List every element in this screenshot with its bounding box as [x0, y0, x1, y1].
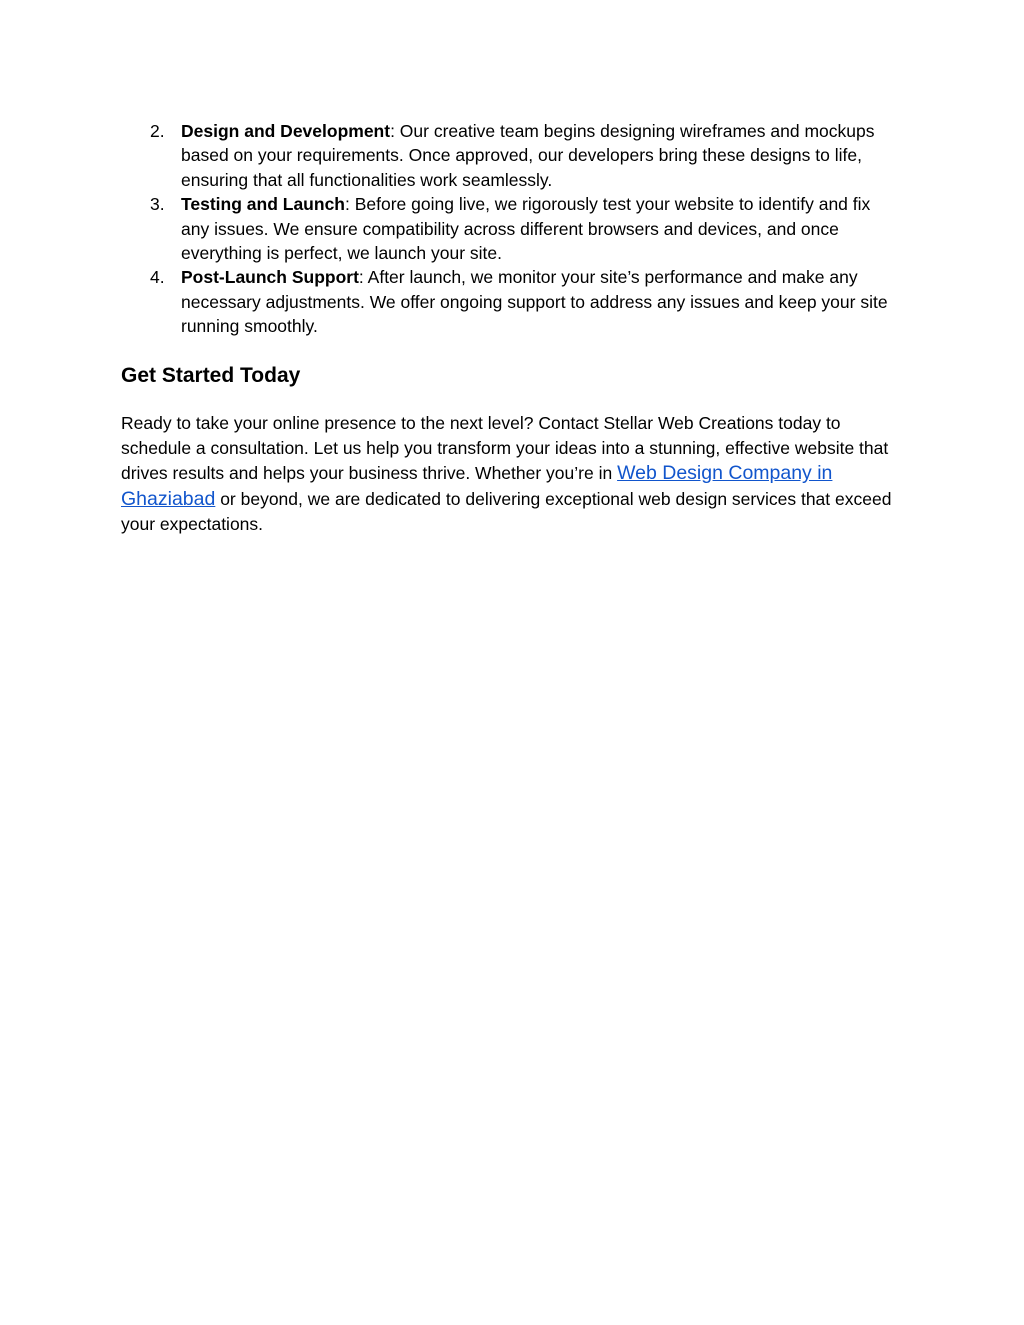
list-item-text: : Before going live, we rigorously test your website to identify and fix any issues. We ensure compatibility across different browsers and devices, and once everything is perfect, we launch your site. — [181, 194, 871, 264]
list-item-title: Post-Launch Support — [181, 267, 359, 288]
web-design-company-link[interactable]: Web Design Company in Ghaziabad — [121, 462, 833, 510]
list-item-title: Design and Development — [181, 121, 391, 141]
list-item-title: Testing and Launch — [181, 194, 345, 215]
list-item-text: : After launch, we monitor your site’s performance and make any necessary adjustments. We offer ongoing support to address any issues and keep your site running smoothly. — [181, 267, 888, 337]
list-item-testing-launch — [121, 192, 901, 265]
list-item-text: : Our creative team begins designing wireframes and mockups based on your requirements. Once approved, our developers bring these designs to life, ensuring that all functionalities work seamlessly. — [181, 121, 875, 190]
paragraph-text-after-link: or beyond, we are dedicated to delivering exceptional web design services that exceed your expectations. — [121, 488, 892, 535]
paragraph-text-before-link: Ready to take your online presence to the next level? Contact Stellar Web Creations today to schedule a consultation. Let us help you transform your ideas into a stunning, effective website that drives results and helps your business thrive. Whether you’re in — [121, 412, 889, 484]
section-paragraph — [121, 411, 901, 538]
list-item-post-launch-support — [121, 265, 901, 338]
list-item-design-development — [121, 119, 901, 192]
document-page — [121, 119, 901, 538]
list-item-number: 3. — [150, 194, 165, 215]
list-item-number: 2. — [150, 121, 165, 141]
section-heading: Get Started Today — [121, 363, 301, 387]
list-item-number: 4. — [150, 267, 165, 288]
process-steps-list — [121, 119, 901, 339]
